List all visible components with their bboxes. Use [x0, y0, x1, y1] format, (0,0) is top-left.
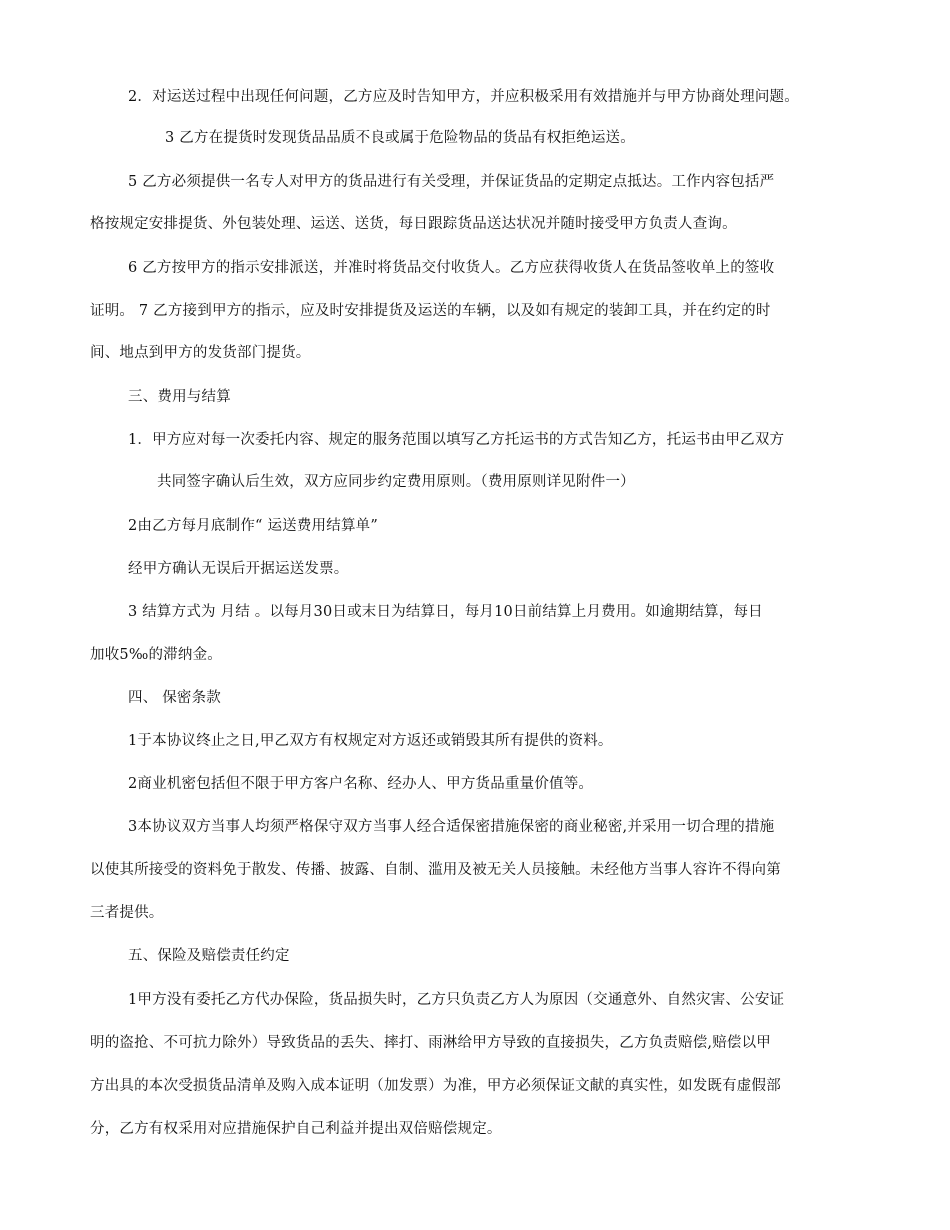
paragraph-line: 3 结算方式为 月结 。以每月30日或末日为结算日，每月10日前结算上月费用。如逾期结算，每日: [128, 604, 763, 620]
paragraph-line: 2商业机密包括但不限于甲方客户名称、经办人、甲方货品重量价值等。: [128, 776, 594, 792]
paragraph-line: 以使其所接受的资料免于散发、传播、披露、自制、滥用及被无关人员接触。未经他方当事人容许不得向第: [90, 862, 781, 878]
paragraph-line: 6 乙方按甲方的指示安排派送，并准时将货品交付收货人。乙方应获得收货人在货品签收单上的签收: [128, 260, 775, 276]
paragraph-line: 间、地点到甲方的发货部门提货。: [90, 345, 311, 361]
section-heading: 五、保险及赔偿责任约定: [128, 948, 290, 964]
paragraph-line: 三者提供。: [90, 905, 164, 921]
paragraph-line: 1．甲方应对每一次委托内容、规定的服务范围以填写乙方托运书的方式告知乙方，托运书由甲乙双方: [128, 432, 785, 448]
paragraph-line: 3 乙方在提货时发现货品品质不良或属于危险物品的货品有权拒绝运送。: [165, 130, 635, 146]
paragraph-line: 格按规定安排提货、外包装处理、运送、送货，每日跟踪货品送达状况并随时接受甲方负责人查询。: [90, 216, 737, 232]
paragraph-line: 分，乙方有权采用对应措施保护自己利益并提出双倍赔偿规定。: [90, 1121, 502, 1137]
section-heading: 三、费用与结算: [128, 389, 231, 405]
paragraph-line: 方出具的本次受损货品清单及购入成本证明（加发票）为准，甲方必须保证文献的真实性，如发既有虚假部: [90, 1078, 781, 1094]
paragraph-line: 明的盗抢、不可抗力除外）导致货品的丢失、摔打、雨淋给甲方导致的直接损失，乙方负责赔偿,赔偿以甲: [90, 1035, 772, 1051]
paragraph-line: 证明。 7 乙方接到甲方的指示，应及时安排提货及运送的车辆，以及如有规定的装卸工具，并在约定的时: [90, 303, 771, 319]
section-heading: 四、 保密条款: [128, 690, 222, 706]
paragraph-line: 1于本协议终止之日,甲乙双方有权规定对方返还或销毁其所有提供的资料。: [128, 733, 613, 749]
paragraph-line: 2由乙方每月底制作“ 运送费用结算单”: [128, 518, 378, 534]
paragraph-line: 共同签字确认后生效，双方应同步约定费用原则。（费用原则详见附件一）: [157, 474, 635, 490]
paragraph-line: 5 乙方必须提供一名专人对甲方的货品进行有关受理，并保证货品的定期定点抵达。工作内容包括严: [128, 174, 775, 190]
paragraph-line: 1甲方没有委托乙方代办保险，货品损失时，乙方只负责乙方人为原因（交通意外、自然灾害、公安证: [128, 992, 785, 1008]
paragraph-line: 2．对运送过程中出现任何问题，乙方应及时告知甲方，并应积极采用有效措施并与甲方协商处理问题。: [128, 89, 799, 105]
paragraph-line: 加收5‰的滞纳金。: [90, 647, 222, 663]
paragraph-line: 3本协议双方当事人均须严格保守双方当事人经合适保密措施保密的商业秘密,并采用一切合理的措施: [128, 819, 775, 835]
paragraph-line: 经甲方确认无误后开据运送发票。: [128, 561, 349, 577]
